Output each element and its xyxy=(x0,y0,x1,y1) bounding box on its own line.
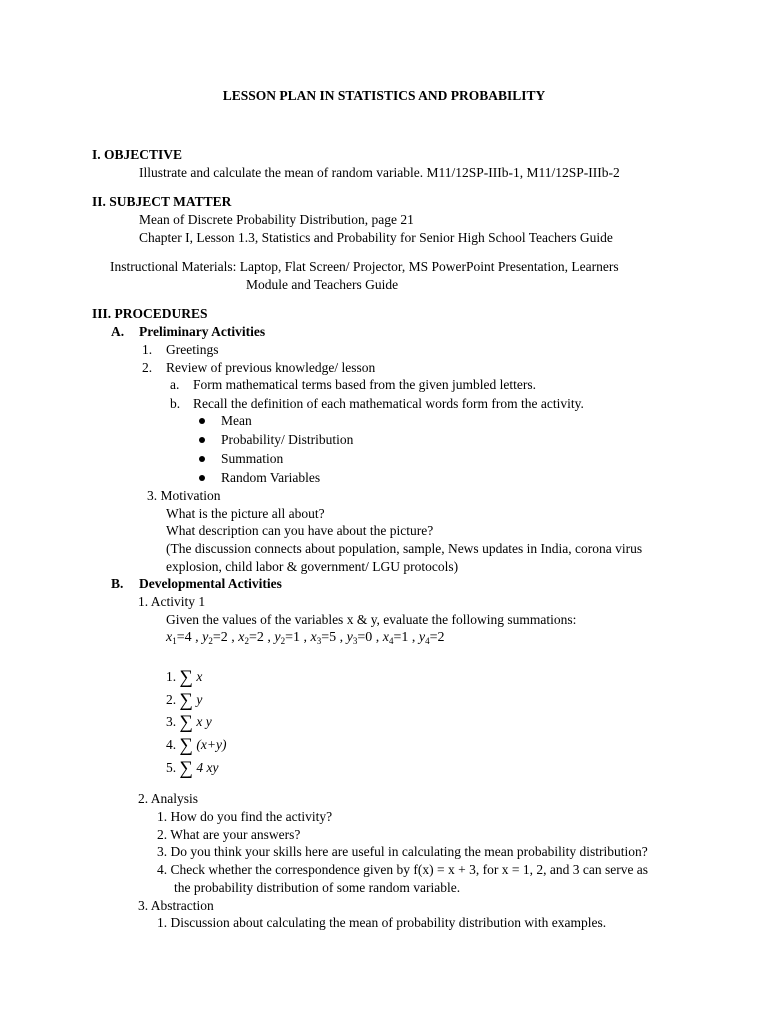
summation-item: 4. ∑ (x+y) xyxy=(166,735,227,756)
item-a2b-text: Recall the definition of each mathematical words form from the activity. xyxy=(193,396,584,411)
item-a2a-letter: a. xyxy=(170,377,180,392)
subject-line-2: Chapter I, Lesson 1.3, Statistics and Probability for Senior High School Teachers Guide xyxy=(139,230,613,245)
abstraction-item: 1. Discussion about calculating the mean of probability distribution with examples. xyxy=(157,915,607,930)
procedures-heading: III. PROCEDURES xyxy=(92,306,208,321)
motivation-heading: 3. Motivation xyxy=(147,488,221,503)
section-b-label: B. xyxy=(111,576,124,591)
abstraction-heading: 3. Abstraction xyxy=(138,898,214,913)
objective-heading: I. OBJECTIVE xyxy=(92,147,183,162)
materials-line-1: Instructional Materials: Laptop, Flat Screen/ Projector, MS PowerPoint Presentation, Learners xyxy=(110,259,619,274)
section-a-label: A. xyxy=(111,324,125,339)
activity-heading: 1. Activity 1 xyxy=(138,594,206,609)
analysis-question: 3. Do you think your skills here are useful in calculating the mean probability distribution? xyxy=(157,844,648,859)
bullet-item: Mean xyxy=(221,413,252,428)
section-a-title: Preliminary Activities xyxy=(139,324,266,339)
analysis-question: 2. What are your answers? xyxy=(157,827,301,842)
item-a1-number: 1. xyxy=(142,342,153,357)
page-title: LESSON PLAN IN STATISTICS AND PROBABILITY xyxy=(222,88,546,103)
analysis-question: 4. Check whether the correspondence given by f(x) = x + 3, for x = 1, 2, and 3 can serve as xyxy=(157,862,649,877)
motivation-note-line-2: explosion, child labor & government/ LGU protocols) xyxy=(166,559,459,574)
bullet-item: Random Variables xyxy=(221,470,321,485)
bullet-icon xyxy=(199,418,205,424)
analysis-question-continuation: the probability distribution of some random variable. xyxy=(174,880,461,895)
item-a2b-letter: b. xyxy=(170,396,181,411)
item-a2-number: 2. xyxy=(142,360,153,375)
motivation-question-1: What is the picture all about? xyxy=(166,506,325,521)
bullet-icon xyxy=(199,437,205,443)
motivation-note-line-1: (The discussion connects about population, sample, News updates in India, corona virus xyxy=(166,541,643,556)
analysis-question: 1. How do you find the activity? xyxy=(157,809,333,824)
bullet-icon xyxy=(199,456,205,462)
bullet-icon xyxy=(199,475,205,481)
item-a2-text: Review of previous knowledge/ lesson xyxy=(166,360,376,375)
motivation-question-2: What description can you have about the picture? xyxy=(166,523,434,538)
materials-line-2: Module and Teachers Guide xyxy=(246,277,399,292)
analysis-heading: 2. Analysis xyxy=(138,791,199,806)
activity-instructions: Given the values of the variables x & y, evaluate the following summations: xyxy=(166,612,577,627)
bullet-item: Summation xyxy=(221,451,284,466)
summation-item: 3. ∑ x y xyxy=(166,712,212,733)
summation-item: 5. ∑ 4 xy xyxy=(166,758,219,779)
variable-values: $x_1=4$ , $y_2=2$ , $x_2=2$ , $y_2=1$ , $x_3=5$ , $y_3=0$ , $x_4=1$ , $y_4=2$ xyxy=(166,630,445,646)
section-b-title: Developmental Activities xyxy=(139,576,282,591)
item-a1-text: Greetings xyxy=(166,342,219,357)
objective-text: Illustrate and calculate the mean of random variable. M11/12SP-IIIb-1, M11/12SP-IIIb-2 xyxy=(139,165,620,180)
subject-matter-heading: II. SUBJECT MATTER xyxy=(92,194,232,209)
subject-line-1: Mean of Discrete Probability Distribution, page 21 xyxy=(139,212,414,227)
summation-item: 2. ∑ y xyxy=(166,690,203,711)
bullet-item: Probability/ Distribution xyxy=(221,432,354,447)
summation-item: 1. ∑ x xyxy=(166,667,203,688)
item-a2a-text: Form mathematical terms based from the given jumbled letters. xyxy=(193,377,537,392)
